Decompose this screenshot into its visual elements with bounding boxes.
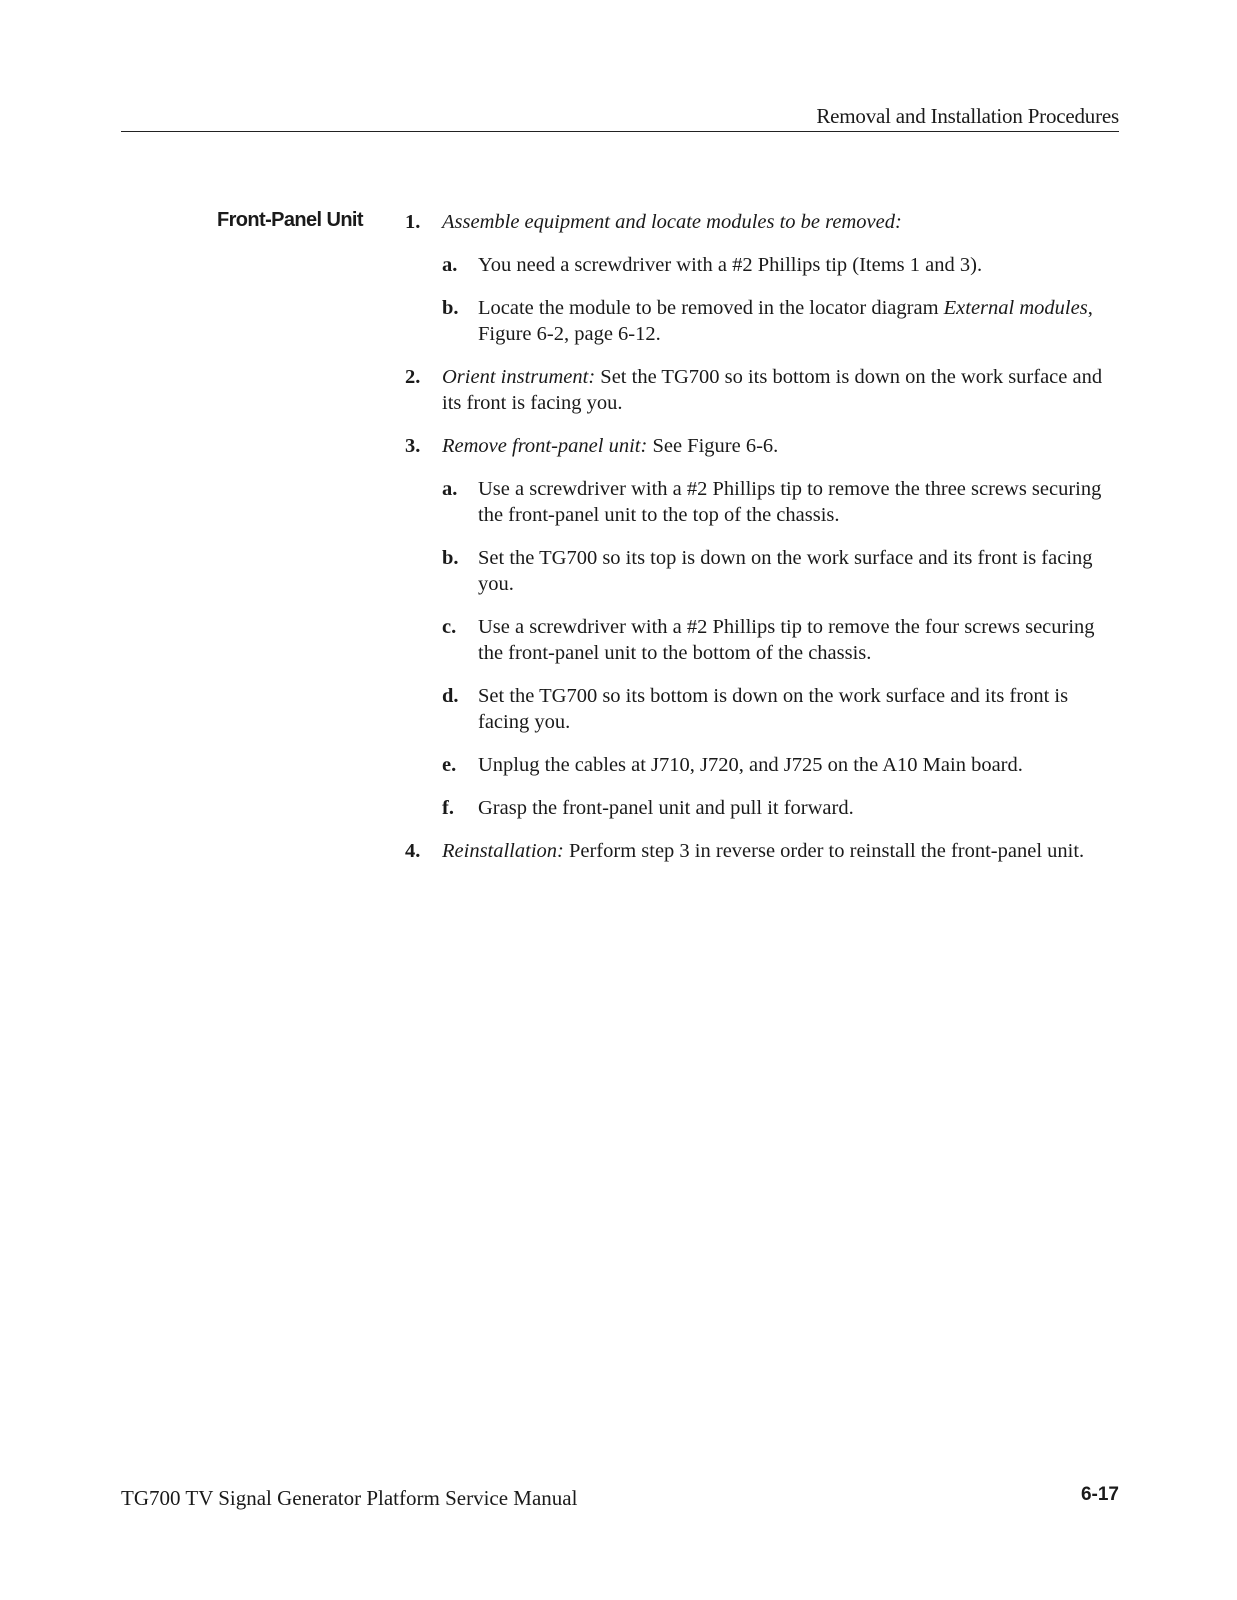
substep-list bbox=[442, 252, 1119, 347]
figure-reference-title: External modules bbox=[943, 297, 1088, 319]
substep-text: You need a screwdriver with a #2 Phillips tip (Items 1 and 3). bbox=[478, 254, 983, 276]
substep-letter: a. bbox=[442, 254, 458, 276]
substep-1b bbox=[442, 295, 1119, 347]
substep-list bbox=[442, 476, 1119, 821]
step-lead: Remove front-panel unit: bbox=[442, 435, 648, 457]
substep-1a bbox=[442, 252, 1119, 278]
step-lead: Reinstallation: bbox=[442, 840, 564, 862]
step-number: 2. bbox=[405, 366, 421, 388]
substep-text: Locate the module to be removed in the locator diagram bbox=[478, 297, 944, 319]
substep-text: Set the TG700 so its bottom is down on the work surface and its front is facing you. bbox=[478, 685, 1069, 733]
footer-page-number: 6-17 bbox=[1080, 1484, 1119, 1505]
substep-letter: a. bbox=[442, 478, 458, 500]
step-3 bbox=[405, 433, 1119, 821]
substep-letter: e. bbox=[442, 754, 457, 776]
substep-letter: b. bbox=[442, 297, 459, 319]
substep-3a bbox=[442, 476, 1119, 528]
header-rule bbox=[121, 131, 1119, 132]
substep-text: Use a screwdriver with a #2 Phillips tip to remove the three screws securing the front-panel unit to the top of the chassis. bbox=[478, 478, 1102, 526]
substep-3d bbox=[442, 683, 1119, 735]
substep-3b bbox=[442, 545, 1119, 597]
substep-letter: b. bbox=[442, 547, 459, 569]
step-text: Perform step 3 in reverse order to reinstall the front-panel unit. bbox=[563, 840, 1085, 862]
substep-text: Unplug the cables at J710, J720, and J725 on the A10 Main board. bbox=[478, 754, 1023, 776]
step-2 bbox=[405, 364, 1119, 416]
substep-3c bbox=[442, 614, 1119, 666]
section-heading: Front-Panel Unit bbox=[217, 209, 363, 231]
step-number: 1. bbox=[405, 211, 421, 233]
substep-text-continued: , Figure 6-2, page 6-12. bbox=[478, 297, 1093, 345]
substep-letter: c. bbox=[442, 616, 457, 638]
substep-3e bbox=[442, 752, 1119, 778]
substep-letter: d. bbox=[442, 685, 459, 707]
substep-letter: f. bbox=[442, 797, 454, 819]
step-text: Set the TG700 so its bottom is down on the work surface and its front is facing you. bbox=[442, 366, 1103, 414]
step-1 bbox=[405, 209, 1119, 347]
footer-manual-title: TG700 TV Signal Generator Platform Service Manual bbox=[121, 1486, 578, 1510]
substep-text: Set the TG700 so its top is down on the work surface and its front is facing you. bbox=[478, 547, 1093, 595]
step-4 bbox=[405, 838, 1119, 864]
substep-text: Use a screwdriver with a #2 Phillips tip to remove the four screws securing the front-panel unit to the bottom of the chassis. bbox=[478, 616, 1095, 664]
substep-text: Grasp the front-panel unit and pull it forward. bbox=[478, 797, 854, 819]
step-number: 3. bbox=[405, 435, 421, 457]
step-number: 4. bbox=[405, 840, 421, 862]
procedure-steps bbox=[405, 209, 1119, 881]
running-header: Removal and Installation Procedures bbox=[816, 104, 1119, 128]
substep-3f bbox=[442, 795, 1119, 821]
step-text: See Figure 6-6. bbox=[647, 435, 779, 457]
step-lead: Orient instrument: bbox=[442, 366, 596, 388]
step-lead: Assemble equipment and locate modules to be removed: bbox=[442, 211, 902, 233]
